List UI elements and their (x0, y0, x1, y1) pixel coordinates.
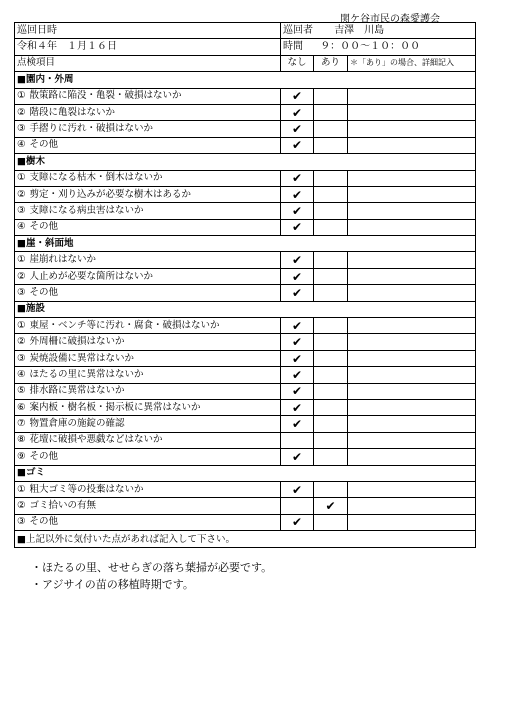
check-mark-icon: ✔ (291, 482, 303, 497)
item-text: 崖崩れはないか (29, 254, 97, 266)
check-mark-icon: ✔ (325, 499, 336, 514)
checkbox-none[interactable] (281, 285, 314, 301)
checkbox-none[interactable] (281, 137, 314, 153)
organization-name: 関ケ谷市民の森愛護会 (340, 14, 440, 25)
checkbox-exists[interactable] (314, 367, 348, 383)
patrol-cell (281, 23, 476, 39)
checkbox-exists[interactable] (314, 449, 348, 465)
item-text: 東屋・ベンチ等に汚れ・腐食・破損はないか (29, 319, 220, 331)
checkbox-none[interactable] (281, 498, 314, 514)
free-comment-line: ・アジサイの苗の移植時期です。 (31, 578, 194, 592)
item-text: 人止めが必要な箇所はないか (29, 270, 154, 282)
checkbox-exists[interactable] (314, 498, 348, 514)
note-cell[interactable] (348, 383, 476, 399)
item-text: 散策路に陥没・亀裂・破損はないか (29, 90, 182, 102)
item-number: ③ (17, 123, 26, 135)
section-title: ■ゴミ (15, 465, 476, 481)
check-item-label (15, 88, 281, 104)
checkbox-exists[interactable] (314, 203, 348, 219)
column-exists: あり (314, 55, 348, 71)
check-mark-icon: ✔ (291, 384, 303, 399)
check-row (15, 432, 476, 448)
checkbox-none[interactable] (281, 268, 314, 284)
column-none: なし (281, 55, 314, 71)
item-number: ④ (17, 368, 26, 380)
note-cell[interactable] (348, 285, 476, 301)
note-cell[interactable] (348, 432, 476, 448)
note-cell[interactable] (348, 367, 476, 383)
check-row (15, 334, 476, 350)
item-text: その他 (29, 286, 59, 298)
item-text: その他 (29, 221, 59, 233)
item-number: ① (17, 90, 26, 102)
note-cell[interactable] (348, 170, 476, 186)
free-comment-heading: ■上記以外に気付いた点があれば記入して下さい。 (17, 534, 235, 546)
checkbox-exists[interactable] (314, 137, 348, 153)
checkbox-none[interactable] (281, 252, 314, 268)
checkbox-exists[interactable] (314, 219, 348, 235)
check-mark-icon: ✔ (291, 203, 303, 218)
check-row (15, 186, 476, 202)
free-comment-line: ・ほたるの里、せせらぎの落ち葉掃が必要です。 (31, 561, 273, 575)
item-number: ① (17, 172, 26, 184)
check-mark-icon: ✔ (291, 105, 303, 120)
checkbox-exists[interactable] (314, 285, 348, 301)
check-item-label (15, 268, 281, 284)
note-cell[interactable] (348, 399, 476, 415)
checkbox-exists[interactable] (314, 383, 348, 399)
checkbox-none[interactable] (281, 170, 314, 186)
check-item-label (15, 449, 281, 465)
check-row (15, 350, 476, 366)
item-text: 排水路に異常はないか (29, 385, 125, 397)
note-cell[interactable] (348, 268, 476, 284)
checkbox-exists[interactable] (314, 334, 348, 350)
section-title: ■樹木 (15, 154, 476, 170)
check-row (15, 219, 476, 235)
item-number: ⑦ (17, 418, 26, 430)
item-number: ⑤ (17, 385, 26, 397)
check-item-label (15, 383, 281, 399)
check-row (15, 318, 476, 334)
date-value: 令和４年 １月１６日 (15, 39, 281, 55)
checkbox-exists[interactable] (314, 121, 348, 137)
item-number: ② (17, 336, 26, 348)
check-row (15, 268, 476, 284)
checkbox-none[interactable] (281, 350, 314, 366)
note-cell[interactable] (348, 219, 476, 235)
check-row (15, 121, 476, 137)
time-value: ９：００～１０：００ (320, 41, 421, 53)
item-text: ゴミ拾いの有無 (29, 500, 97, 512)
check-mark-icon: ✔ (291, 187, 303, 202)
check-mark-icon: ✔ (291, 122, 303, 137)
check-mark-icon: ✔ (291, 351, 303, 366)
patrol-label: 巡回者 (283, 24, 313, 36)
check-item-label (15, 416, 281, 432)
check-mark-icon: ✔ (291, 253, 303, 268)
checkbox-exists[interactable] (314, 514, 348, 530)
patrol-names: 吉澤 川島 (334, 24, 385, 36)
item-text: 花壇に破損や悪戯などはないか (29, 434, 163, 446)
check-row (15, 104, 476, 120)
note-cell[interactable] (348, 88, 476, 104)
check-row (15, 383, 476, 399)
checkbox-none[interactable] (281, 186, 314, 202)
note-cell[interactable] (348, 416, 476, 432)
check-mark-icon: ✔ (291, 89, 303, 104)
item-number: ① (17, 483, 26, 495)
check-item-label (15, 170, 281, 186)
checkbox-none[interactable] (281, 203, 314, 219)
check-item-label (15, 285, 281, 301)
checkbox-exists[interactable] (314, 481, 348, 497)
item-number: ② (17, 270, 26, 282)
checkbox-exists[interactable] (314, 416, 348, 432)
checkbox-none[interactable] (281, 318, 314, 334)
check-item-label (15, 432, 281, 448)
check-row (15, 367, 476, 383)
date-label: 巡回日時 (15, 23, 281, 39)
check-mark-icon: ✔ (291, 367, 303, 382)
checkbox-none[interactable] (281, 219, 314, 235)
note-cell[interactable] (348, 186, 476, 202)
check-mark-icon: ✔ (291, 449, 303, 464)
check-row (15, 137, 476, 153)
item-text: 階段に亀裂はないか (29, 106, 116, 118)
check-mark-icon: ✔ (291, 138, 303, 153)
check-item-label (15, 334, 281, 350)
item-number: ⑧ (17, 434, 26, 446)
check-item-label (15, 350, 281, 366)
check-row (15, 498, 476, 514)
checkbox-exists[interactable] (314, 268, 348, 284)
check-item-label (15, 481, 281, 497)
item-text: 支障になる枯木・倒木はないか (29, 172, 163, 184)
checkbox-none[interactable] (281, 514, 314, 530)
item-number: ③ (17, 516, 26, 528)
check-mark-icon: ✔ (291, 400, 303, 415)
checkbox-exists[interactable] (314, 432, 348, 448)
note-cell[interactable] (348, 498, 476, 514)
section-title: ■園内・外周 (15, 72, 476, 88)
check-item-label (15, 203, 281, 219)
checkbox-exists[interactable] (314, 170, 348, 186)
item-number: ① (17, 319, 26, 331)
column-item: 点検項目 (15, 55, 281, 71)
check-mark-icon: ✔ (291, 285, 303, 300)
checkbox-none[interactable] (281, 416, 314, 432)
check-mark-icon: ✔ (291, 171, 303, 186)
check-row (15, 416, 476, 432)
item-number: ④ (17, 139, 26, 151)
note-cell[interactable] (348, 203, 476, 219)
check-mark-icon: ✔ (291, 220, 303, 235)
item-text: その他 (29, 139, 59, 151)
item-number: ⑨ (17, 450, 26, 462)
time-cell (281, 39, 476, 55)
check-row (15, 481, 476, 497)
check-item-label (15, 252, 281, 268)
item-number: ⑥ (17, 401, 26, 413)
check-mark-icon: ✔ (291, 318, 303, 333)
check-row (15, 449, 476, 465)
check-item-label (15, 219, 281, 235)
item-text: その他 (29, 516, 59, 528)
checkbox-none[interactable] (281, 367, 314, 383)
check-row (15, 285, 476, 301)
inspection-table (14, 22, 476, 592)
section-title: ■崖・斜面地 (15, 236, 476, 252)
check-item-label (15, 137, 281, 153)
check-item-label (15, 186, 281, 202)
checkbox-none[interactable] (281, 481, 314, 497)
check-row (15, 514, 476, 530)
item-number: ② (17, 106, 26, 118)
item-text: 手摺りに汚れ・破損はないか (29, 123, 154, 135)
item-text: 案内板・樹名板・掲示板に異常はないか (29, 401, 201, 413)
note-cell[interactable] (348, 334, 476, 350)
item-number: ③ (17, 352, 26, 364)
item-number: ③ (17, 286, 26, 298)
checkbox-none[interactable] (281, 399, 314, 415)
note-cell[interactable] (348, 449, 476, 465)
checkbox-none[interactable] (281, 88, 314, 104)
checkbox-none[interactable] (281, 449, 314, 465)
checkbox-exists[interactable] (314, 88, 348, 104)
check-row (15, 252, 476, 268)
check-row (15, 170, 476, 186)
check-item-label (15, 399, 281, 415)
note-cell[interactable] (348, 481, 476, 497)
item-text: 物置倉庫の施錠の確認 (29, 418, 125, 430)
checkbox-none[interactable] (281, 334, 314, 350)
check-row (15, 399, 476, 415)
checkbox-none[interactable] (281, 383, 314, 399)
checkbox-exists[interactable] (314, 252, 348, 268)
item-text: 粗大ゴミ等の投棄はないか (29, 483, 144, 495)
check-item-label (15, 121, 281, 137)
note-cell[interactable] (348, 104, 476, 120)
checkbox-none[interactable] (281, 104, 314, 120)
item-text: 支障になる病虫害はないか (29, 204, 144, 216)
item-text: 外周柵に破損はないか (29, 336, 125, 348)
check-mark-icon: ✔ (291, 269, 303, 284)
item-number: ③ (17, 204, 26, 216)
checkbox-exists[interactable] (314, 104, 348, 120)
item-text: 炭焼設備に異常はないか (29, 352, 135, 364)
check-row (15, 203, 476, 219)
check-mark-icon: ✔ (291, 515, 303, 530)
item-text: ほたるの里に異常はないか (29, 368, 144, 380)
item-number: ② (17, 188, 26, 200)
check-item-label (15, 514, 281, 530)
column-note: ＊「あり」の場合、詳細記入 (348, 55, 476, 71)
note-cell[interactable] (348, 252, 476, 268)
check-row (15, 88, 476, 104)
check-item-label (15, 367, 281, 383)
check-mark-icon: ✔ (291, 335, 303, 350)
item-number: ④ (17, 221, 26, 233)
note-cell[interactable] (348, 137, 476, 153)
note-cell[interactable] (348, 350, 476, 366)
checkbox-none[interactable] (281, 121, 314, 137)
check-item-label (15, 498, 281, 514)
time-label: 時間 (283, 41, 303, 53)
checkbox-exists[interactable] (314, 318, 348, 334)
check-mark-icon: ✔ (291, 417, 303, 432)
note-cell[interactable] (348, 121, 476, 137)
note-cell[interactable] (348, 318, 476, 334)
check-item-label (15, 318, 281, 334)
checkbox-exists[interactable] (314, 350, 348, 366)
item-number: ② (17, 500, 26, 512)
check-item-label (15, 104, 281, 120)
item-text: 剪定・刈り込みが必要な樹木はあるか (29, 188, 192, 200)
note-cell[interactable] (348, 514, 476, 530)
item-number: ① (17, 254, 26, 266)
section-title: ■施設 (15, 301, 476, 317)
checkbox-exists[interactable] (314, 399, 348, 415)
item-text: その他 (29, 450, 59, 462)
free-comment-area[interactable] (15, 531, 476, 592)
checkbox-none[interactable] (281, 432, 314, 448)
checkbox-exists[interactable] (314, 186, 348, 202)
